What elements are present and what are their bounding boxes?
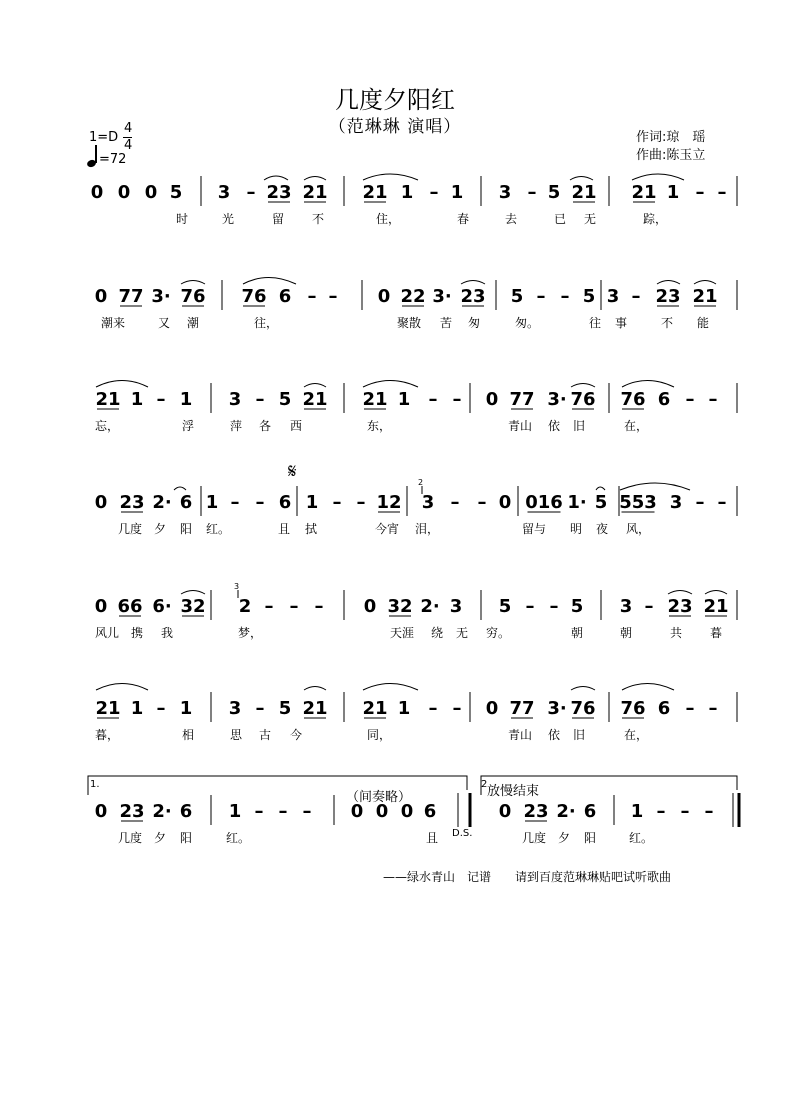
- lyric: 浮: [182, 419, 195, 433]
- note: –: [549, 596, 559, 617]
- lyric: 暮，: [95, 728, 120, 742]
- note: 6: [179, 492, 193, 513]
- lyric: 且: [278, 522, 291, 536]
- lyric: 相: [182, 728, 195, 742]
- lyric: 阳: [584, 831, 597, 845]
- lyric: 青山: [508, 419, 533, 433]
- note: 1: [179, 389, 193, 410]
- note: 5: [510, 286, 524, 307]
- lyric: 青山: [508, 728, 533, 742]
- key-signature: 1=D: [89, 130, 119, 145]
- second-ending-text: 放慢结束: [487, 784, 540, 799]
- note: 3·: [547, 389, 567, 410]
- lyric: 几度: [118, 831, 143, 845]
- lyric: 红。: [226, 831, 251, 845]
- lyric: 已: [554, 212, 567, 226]
- note: 1: [228, 801, 242, 822]
- note: –: [255, 492, 265, 513]
- lyric: 穷。: [486, 626, 511, 640]
- note: –: [560, 286, 570, 307]
- note: 76: [620, 698, 646, 719]
- note: –: [428, 698, 438, 719]
- note: 6: [278, 492, 292, 513]
- note: 0: [117, 182, 131, 203]
- note: –: [255, 389, 265, 410]
- note: 0: [94, 286, 108, 307]
- note: –: [695, 492, 705, 513]
- note: –: [254, 801, 264, 822]
- volta-number-3: 3: [234, 582, 240, 591]
- note: –: [428, 389, 438, 410]
- note: 5: [594, 492, 608, 513]
- note: 21: [95, 389, 121, 410]
- note: –: [644, 596, 654, 617]
- note: 0: [94, 492, 108, 513]
- note: 77: [118, 286, 144, 307]
- lyric: 且: [426, 831, 439, 845]
- note: 23: [119, 492, 145, 513]
- note: 016: [525, 492, 563, 513]
- lyric: 潮: [187, 316, 200, 330]
- note: 1·: [567, 492, 587, 513]
- note: –: [452, 389, 462, 410]
- lyric: 苦: [440, 316, 453, 330]
- note: 5: [169, 182, 183, 203]
- lyric: 夕: [154, 831, 167, 845]
- lyric: 东，: [367, 419, 392, 433]
- note: 1: [400, 182, 414, 203]
- note: 5: [498, 596, 512, 617]
- lyric: 几度: [118, 522, 143, 536]
- note: 1: [666, 182, 680, 203]
- lyric: 同，: [367, 728, 392, 742]
- note: 23: [523, 801, 549, 822]
- note: 76: [570, 698, 596, 719]
- note: –: [328, 286, 338, 307]
- note: 32: [180, 596, 206, 617]
- lyric: 潮来: [101, 316, 126, 330]
- note: 1: [450, 182, 464, 203]
- note: 3: [619, 596, 633, 617]
- note: 12: [376, 492, 402, 513]
- interlude-note: （间奏略）: [346, 790, 412, 805]
- lyric: 留与: [522, 522, 547, 536]
- lyric: 风儿: [95, 626, 120, 640]
- note: 0: [375, 801, 389, 822]
- note: 3: [421, 492, 435, 513]
- transcription-credit: ——绿水青山 记谱 请到百度范琳琳贴吧试听歌曲: [383, 870, 672, 884]
- note: –: [631, 286, 641, 307]
- note: 1: [630, 801, 644, 822]
- note: 0: [498, 801, 512, 822]
- lyric: 几度: [522, 831, 547, 845]
- lyricist: 作词:琼 瑶: [636, 130, 706, 145]
- lyric: 泪，: [415, 522, 440, 536]
- lyric: 红。: [629, 831, 654, 845]
- segno-icon: 𝄋: [288, 459, 297, 483]
- lyric: 风，: [626, 522, 651, 536]
- lyric: 忘，: [95, 419, 120, 433]
- lyric: 往: [589, 316, 602, 330]
- note: –: [527, 182, 537, 203]
- song-title: 几度夕阳红: [335, 86, 455, 114]
- lyric: 绕: [431, 626, 444, 640]
- note: –: [685, 389, 695, 410]
- lyric: 依: [548, 419, 561, 433]
- lyric: 暮: [710, 626, 723, 640]
- note: –: [246, 182, 256, 203]
- lyric: 无: [584, 212, 597, 226]
- note: 0: [377, 286, 391, 307]
- lyric: 古: [259, 728, 272, 742]
- note: –: [156, 698, 166, 719]
- note: 6: [583, 801, 597, 822]
- note: 22: [400, 286, 426, 307]
- note: –: [680, 801, 690, 822]
- lyric: 往，: [254, 316, 279, 330]
- note: 5: [582, 286, 596, 307]
- note: 0: [94, 596, 108, 617]
- note: 21: [362, 389, 388, 410]
- da-segno-mark: D.S.: [452, 828, 473, 839]
- note: 0: [90, 182, 104, 203]
- lyric: 拭: [305, 522, 318, 536]
- lyric: 不: [661, 316, 674, 330]
- lyric: 留: [272, 212, 285, 226]
- note: –: [314, 596, 324, 617]
- first-ending-number: 1.: [90, 779, 100, 790]
- note: 1: [130, 389, 144, 410]
- note: 3·: [432, 286, 452, 307]
- lyric: 西: [290, 419, 303, 433]
- note: 0: [350, 801, 364, 822]
- note: 21: [362, 698, 388, 719]
- note: 2·: [152, 801, 172, 822]
- lyric: 依: [548, 728, 561, 742]
- note: –: [264, 596, 274, 617]
- note: 5: [547, 182, 561, 203]
- note: 21: [95, 698, 121, 719]
- tempo-value: =72: [99, 152, 127, 167]
- note: 2·: [420, 596, 440, 617]
- note: –: [429, 182, 439, 203]
- note: 66: [117, 596, 143, 617]
- note: 3: [228, 698, 242, 719]
- note: 1: [397, 389, 411, 410]
- note: 23: [460, 286, 486, 307]
- note: 21: [302, 389, 328, 410]
- note: 6: [657, 389, 671, 410]
- composer: 作曲:陈玉立: [636, 148, 706, 163]
- note: 5: [278, 389, 292, 410]
- note: 5: [278, 698, 292, 719]
- note: 23: [667, 596, 693, 617]
- note: 3: [217, 182, 231, 203]
- lyric: 无: [456, 626, 469, 640]
- lyric: 能: [697, 316, 710, 330]
- lyric: 去: [505, 212, 518, 226]
- note: 3: [498, 182, 512, 203]
- note: –: [656, 801, 666, 822]
- note: –: [708, 389, 718, 410]
- lyric: 在，: [624, 419, 649, 433]
- lyric: 我: [161, 626, 174, 640]
- note: 76: [620, 389, 646, 410]
- note: 0: [498, 492, 512, 513]
- note: 1: [397, 698, 411, 719]
- note: 6·: [152, 596, 172, 617]
- lyric: 住，: [376, 212, 401, 226]
- note: –: [708, 698, 718, 719]
- note: –: [536, 286, 546, 307]
- lyric: 各: [259, 419, 272, 433]
- lyric: 夕: [558, 831, 571, 845]
- lyric: 思: [230, 728, 243, 742]
- lyric: 朝: [571, 626, 584, 640]
- note: 5: [570, 596, 584, 617]
- lyric: 又: [158, 316, 171, 330]
- note: 23: [119, 801, 145, 822]
- note: 3: [669, 492, 683, 513]
- lyric: 匆: [468, 316, 481, 330]
- second-ending-number: 2: [481, 779, 488, 790]
- note: 23: [266, 182, 292, 203]
- lyric: 梦，: [238, 626, 263, 640]
- note: –: [302, 801, 312, 822]
- lyric: 聚散: [397, 316, 422, 330]
- note: 6: [278, 286, 292, 307]
- note: 3: [606, 286, 620, 307]
- lyric: 共: [670, 626, 683, 640]
- lyric: 在，: [624, 728, 649, 742]
- note: 3: [449, 596, 463, 617]
- note: –: [717, 492, 727, 513]
- note: 2·: [152, 492, 172, 513]
- singer-line: （范琳琳 演唱）: [328, 117, 462, 137]
- lyric: 时: [176, 212, 189, 226]
- note: –: [695, 182, 705, 203]
- lyric: 事: [615, 316, 628, 330]
- note: 21: [692, 286, 718, 307]
- note: –: [704, 801, 714, 822]
- lyric: 今宵: [375, 522, 400, 536]
- note: –: [332, 492, 342, 513]
- note: 3·: [151, 286, 171, 307]
- note: 21: [362, 182, 388, 203]
- lyric: 光: [222, 212, 235, 226]
- lyric: 夕: [154, 522, 167, 536]
- time-signature-top: 4: [124, 121, 133, 136]
- lyric: 旧: [573, 728, 586, 742]
- note: 6: [657, 698, 671, 719]
- note: 21: [302, 182, 328, 203]
- note: –: [307, 286, 317, 307]
- lyric: 红。: [206, 522, 231, 536]
- lyric: 不: [312, 212, 325, 226]
- note: –: [278, 801, 288, 822]
- note: –: [717, 182, 727, 203]
- note: 6: [423, 801, 437, 822]
- note: –: [230, 492, 240, 513]
- note: 1: [205, 492, 219, 513]
- note: –: [289, 596, 299, 617]
- note: 0: [94, 801, 108, 822]
- note: 0: [363, 596, 377, 617]
- note: 0: [485, 698, 499, 719]
- note: 77: [509, 389, 535, 410]
- note: –: [255, 698, 265, 719]
- time-signature-bottom: 4: [124, 138, 133, 153]
- note: 76: [180, 286, 206, 307]
- lyric: 踪，: [643, 212, 668, 226]
- note: 0: [400, 801, 414, 822]
- note: 21: [703, 596, 729, 617]
- note: 1: [179, 698, 193, 719]
- note: 2·: [556, 801, 576, 822]
- lyric: 匆。: [515, 316, 540, 330]
- note: –: [685, 698, 695, 719]
- lyric: 旧: [573, 419, 586, 433]
- note: 3·: [547, 698, 567, 719]
- volta-number-2: 2: [418, 478, 424, 487]
- note: 553: [619, 492, 657, 513]
- note: 0: [485, 389, 499, 410]
- note: 76: [241, 286, 267, 307]
- note: 32: [387, 596, 413, 617]
- lyric: 阳: [180, 522, 193, 536]
- note: 3: [228, 389, 242, 410]
- note: 21: [571, 182, 597, 203]
- lyric: 阳: [180, 831, 193, 845]
- note: 1: [130, 698, 144, 719]
- note: –: [450, 492, 460, 513]
- note: 77: [509, 698, 535, 719]
- note: 21: [302, 698, 328, 719]
- lyric: 萍: [230, 419, 243, 433]
- note: 76: [570, 389, 596, 410]
- lyric: 明: [570, 522, 583, 536]
- note: 23: [655, 286, 681, 307]
- note: 6: [179, 801, 193, 822]
- note: 0: [144, 182, 158, 203]
- lyric: 夜: [596, 522, 609, 536]
- lyric: 朝: [620, 626, 633, 640]
- note: –: [477, 492, 487, 513]
- lyric: 携: [131, 626, 144, 640]
- note: –: [156, 389, 166, 410]
- note: –: [452, 698, 462, 719]
- note: –: [356, 492, 366, 513]
- lyric: 春: [457, 212, 470, 226]
- lyric: 今: [290, 728, 303, 742]
- lyric: 天涯: [390, 626, 415, 640]
- note: 21: [631, 182, 657, 203]
- note: 1: [305, 492, 319, 513]
- note: –: [525, 596, 535, 617]
- note: 2: [238, 596, 252, 617]
